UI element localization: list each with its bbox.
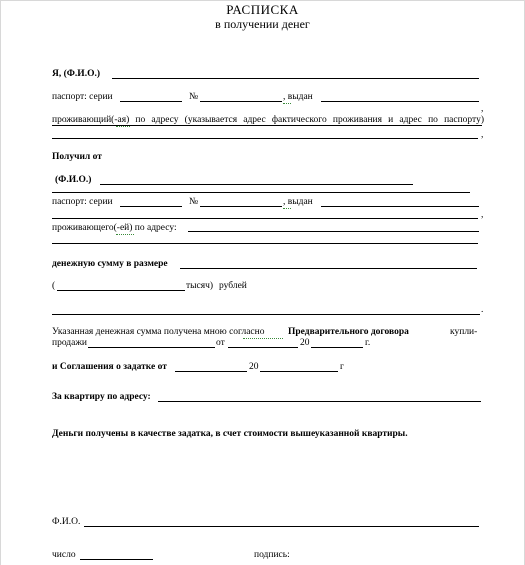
contract-year-field[interactable] [311, 347, 363, 348]
amount-words-field[interactable] [57, 290, 185, 291]
amount-words-continuation[interactable] [52, 314, 480, 315]
apartment-label: За квартиру по адресу: [52, 392, 151, 402]
stated-text: Указанная денежная сумма получена мною согласно [52, 327, 265, 337]
address-2-continuation[interactable] [52, 243, 478, 244]
fio-sign-label: Ф.И.О. [52, 517, 81, 527]
fio-2-field[interactable] [100, 184, 413, 185]
page-border-left [0, 0, 1, 565]
amount-field[interactable] [180, 268, 477, 269]
year-suffix-2: г [340, 362, 344, 372]
deposit-date-field[interactable] [175, 371, 247, 372]
period-mark: . [481, 305, 484, 315]
address-2-field[interactable] [188, 231, 479, 232]
prelim-contract-label: Предварительного договора [288, 327, 409, 337]
document-title: РАСПИСКА [226, 2, 299, 17]
passport-number-2-field[interactable] [200, 206, 282, 207]
contract-number-field[interactable] [88, 347, 215, 348]
deposit-agreement-label: и Соглашения о задатке от [52, 362, 167, 372]
fio-sign-field[interactable] [84, 526, 479, 527]
number-sign-2: № [189, 197, 199, 207]
passport-series-1-field[interactable] [120, 101, 182, 102]
spellcheck-mark [116, 234, 134, 235]
passport-label-2: паспорт: серии [52, 197, 113, 207]
residing-label-1: проживающий(-ая) по адресу (указывается адрес фактического проживания и адрес по паспорту) [52, 115, 484, 125]
paren-open: ( [52, 281, 56, 291]
issued-by-label-2: , выдан [283, 197, 313, 207]
page-border-top [0, 0, 525, 1]
number-sign-1: № [189, 92, 199, 102]
passport-issued-2-field[interactable] [321, 206, 479, 207]
thousand-label: тысяч) [186, 281, 214, 291]
document-subtitle: в получении денег [215, 17, 310, 31]
fio-1-field[interactable] [112, 78, 479, 79]
signature-label: подпись: [254, 550, 290, 560]
fio-2-extra-line[interactable] [52, 192, 470, 193]
fio-2-label: (Ф.И.О.) [55, 175, 92, 185]
date-field[interactable] [80, 559, 153, 560]
comma-mark-2: , [481, 130, 484, 140]
passport-issued-1-field[interactable] [321, 101, 479, 102]
passport-issued-2-continuation[interactable] [52, 218, 478, 219]
comma-mark-1: , [481, 104, 484, 114]
rubles-label: рублей [219, 281, 247, 291]
me-label: Я, (Ф.И.О.) [52, 69, 101, 79]
spellcheck-mark [116, 126, 130, 127]
deposit-year-field[interactable] [260, 371, 338, 372]
passport-series-2-field[interactable] [120, 206, 182, 207]
address-1-field[interactable] [52, 138, 478, 139]
issued-by-label-1: , выдан [283, 92, 313, 102]
amount-label: денежную сумму в размере [52, 259, 168, 269]
year-prefix-2: 20 [249, 362, 259, 372]
deposit-note: Деньги получены в качестве задатка, в счет стоимости вышеуказанной квартиры. [52, 429, 408, 439]
from-label: от [216, 338, 225, 348]
prodazhi-label: продажи [52, 338, 88, 348]
comma-mark-3: , [481, 210, 484, 220]
received-from-label: Получил от [52, 152, 102, 162]
date-label: число [52, 550, 76, 560]
spellcheck-mark [283, 208, 291, 209]
spellcheck-mark [283, 103, 291, 104]
kupli-label: купли- [450, 327, 478, 337]
year-suffix-1: г. [365, 338, 371, 348]
apartment-address-field[interactable] [158, 401, 481, 402]
year-prefix-1: 20 [300, 338, 310, 348]
contract-date-field[interactable] [228, 347, 298, 348]
passport-label-1: паспорт: серии [52, 92, 113, 102]
residing-label-2: проживающего(-ей) по адресу: [52, 223, 177, 233]
passport-number-1-field[interactable] [200, 101, 282, 102]
spellcheck-mark [243, 338, 283, 339]
